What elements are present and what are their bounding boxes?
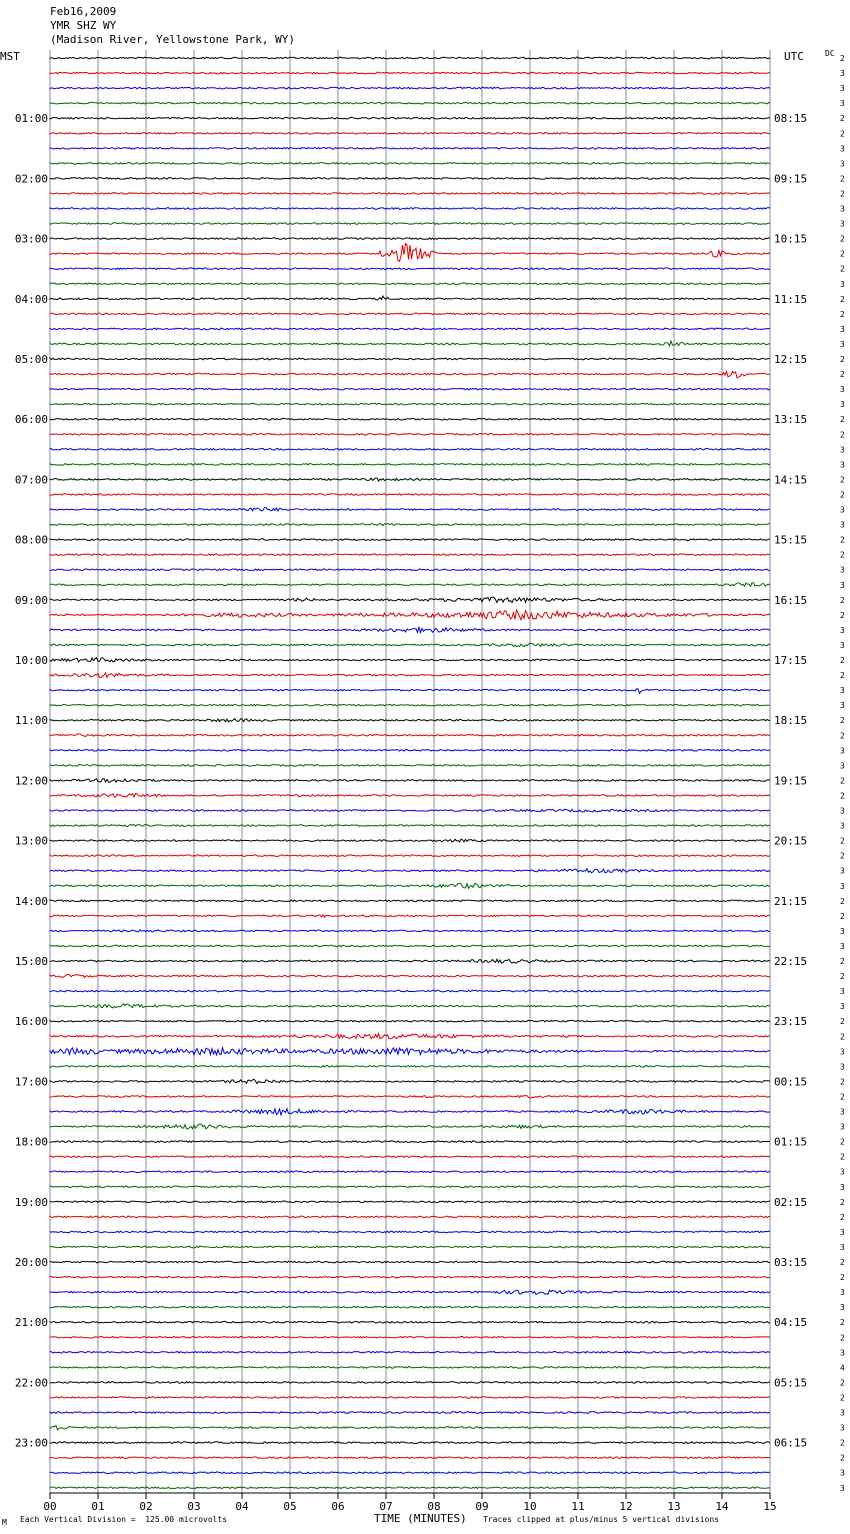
trace-row-28 — [50, 478, 770, 481]
right-hour-label: 14:15 — [774, 473, 808, 487]
trace-row-86 — [50, 1352, 770, 1354]
dc-value: 2 — [840, 911, 845, 921]
dc-value: 2 — [840, 1017, 845, 1027]
dc-value: 2 — [840, 896, 845, 906]
trace-row-46 — [50, 750, 770, 752]
dc-value: 3 — [840, 99, 845, 109]
dc-value: 2 — [840, 355, 845, 364]
dc-value: 2 — [840, 731, 845, 741]
right-hour-label: 12:15 — [774, 353, 808, 366]
trace-row-0 — [50, 57, 770, 59]
trace-row-82 — [50, 1290, 770, 1294]
left-hour-label: 09:00 — [14, 593, 48, 607]
dc-value: 2 — [840, 309, 845, 319]
dc-value: 2 — [840, 1212, 845, 1222]
dc-value: 3 — [840, 821, 845, 831]
dc-value: 3 — [840, 1002, 845, 1012]
trace-row-58 — [50, 930, 770, 932]
dc-value: 3 — [840, 1122, 845, 1132]
dc-value: 3 — [840, 1288, 845, 1298]
dc-value: 3 — [840, 881, 845, 891]
trace-row-61 — [50, 975, 770, 978]
dc-value: 2 — [840, 430, 845, 440]
right-hour-label: 06:15 — [774, 1436, 808, 1450]
left-hour-label: 10:00 — [14, 654, 48, 667]
left-hour-label: 06:00 — [14, 413, 48, 427]
dc-value: 3 — [840, 941, 845, 951]
trace-row-30 — [50, 507, 770, 511]
trace-row-14 — [50, 268, 770, 270]
dc-value: 3 — [840, 144, 845, 154]
dc-value: 3 — [840, 806, 845, 816]
trace-row-34 — [50, 569, 770, 571]
dc-value: 2 — [840, 957, 845, 966]
dc-value: 3 — [840, 445, 845, 455]
dc-value: 2 — [840, 1333, 845, 1343]
dc-value: 3 — [840, 926, 845, 936]
left-timezone-label: MST — [0, 50, 20, 63]
left-hour-label: 22:00 — [14, 1376, 48, 1390]
dc-value: 2 — [840, 1258, 845, 1267]
trace-row-85 — [50, 1337, 770, 1339]
dc-value: 2 — [840, 1318, 845, 1328]
left-hour-label: 14:00 — [14, 894, 48, 908]
trace-row-35 — [50, 583, 770, 587]
trace-row-29 — [50, 494, 770, 496]
trace-row-10 — [50, 208, 770, 210]
left-hour-label: 04:00 — [14, 292, 48, 306]
dc-value: 2 — [840, 1152, 845, 1162]
x-tick-label: 07 — [379, 1500, 393, 1513]
x-tick-label: 15 — [763, 1500, 777, 1513]
left-hour-label: 01:00 — [14, 112, 48, 126]
dc-value: 3 — [840, 1167, 845, 1177]
dc-value: 2 — [840, 776, 845, 786]
trace-row-5 — [50, 133, 770, 135]
left-hour-label: 20:00 — [14, 1256, 48, 1269]
trace-row-24 — [50, 418, 770, 420]
trace-row-51 — [50, 824, 770, 826]
trace-row-39 — [50, 643, 770, 646]
dc-value: 3 — [840, 580, 845, 590]
dc-value: 3 — [840, 1242, 845, 1252]
dc-value: 3 — [840, 761, 845, 771]
dc-value: 2 — [840, 836, 845, 846]
trace-row-7 — [50, 163, 770, 165]
trace-row-20 — [50, 358, 770, 360]
dc-value: 2 — [840, 1273, 845, 1283]
trace-row-57 — [50, 915, 770, 917]
dc-value: 2 — [840, 1197, 845, 1207]
x-tick-label: 11 — [571, 1500, 585, 1513]
trace-row-38 — [50, 627, 770, 632]
trace-row-36 — [50, 597, 770, 602]
dc-value: 3 — [840, 84, 845, 94]
dc-value: 3 — [840, 279, 845, 289]
dc-value: 2 — [840, 475, 845, 485]
trace-row-44 — [50, 719, 770, 722]
dc-value: 3 — [840, 204, 845, 214]
dc-value: 3 — [840, 565, 845, 575]
x-tick-label: 00 — [43, 1500, 57, 1513]
trace-row-37 — [50, 610, 770, 620]
trace-row-13 — [50, 244, 770, 262]
x-tick-label: 06 — [331, 1500, 345, 1513]
trace-row-3 — [50, 102, 770, 104]
dc-value: 3 — [840, 324, 845, 334]
x-tick-label: 08 — [427, 1500, 441, 1513]
trace-row-68 — [50, 1079, 770, 1083]
right-hour-label: 02:15 — [774, 1195, 808, 1209]
trace-row-74 — [50, 1171, 770, 1173]
trace-row-47 — [50, 765, 770, 767]
trace-row-26 — [50, 449, 770, 451]
left-hour-label: 13:00 — [14, 834, 48, 848]
trace-row-22 — [50, 388, 770, 390]
dc-value: 3 — [840, 701, 845, 711]
x-tick-label: 14 — [715, 1500, 729, 1513]
dc-value: 2 — [840, 114, 845, 124]
dc-value: 2 — [840, 550, 845, 560]
left-hour-label: 05:00 — [14, 353, 48, 366]
trace-row-84 — [50, 1321, 770, 1323]
dc-column-header: DC — [825, 49, 835, 58]
dc-value: 3 — [840, 1227, 845, 1237]
trace-row-75 — [50, 1186, 770, 1188]
trace-row-81 — [50, 1276, 770, 1278]
x-tick-label: 05 — [283, 1500, 297, 1513]
station-location: (Madison River, Yellowstone Park, WY) — [50, 33, 296, 46]
dc-value: 3 — [840, 1062, 845, 1072]
trace-row-41 — [50, 673, 770, 678]
x-tick-label: 12 — [619, 1500, 633, 1513]
dc-value: 2 — [840, 490, 845, 500]
trace-row-9 — [50, 193, 770, 195]
right-hour-label: 15:15 — [774, 533, 808, 547]
right-hour-label: 04:15 — [774, 1316, 808, 1330]
dc-value: 2 — [840, 1077, 845, 1087]
trace-row-65 — [50, 1034, 770, 1039]
trace-row-78 — [50, 1231, 770, 1233]
trace-row-62 — [50, 990, 770, 992]
trace-row-8 — [50, 178, 770, 180]
corner-mark: M — [2, 1518, 7, 1527]
dc-value: 3 — [840, 339, 845, 349]
dc-value: 3 — [840, 987, 845, 997]
dc-value: 2 — [840, 1137, 845, 1147]
trace-row-15 — [50, 283, 770, 285]
dc-value: 2 — [840, 174, 845, 184]
left-hour-label: 16:00 — [14, 1015, 48, 1029]
trace-row-6 — [50, 148, 770, 150]
trace-row-56 — [50, 900, 770, 902]
dc-value: 2 — [840, 671, 845, 681]
trace-row-93 — [50, 1457, 770, 1459]
dc-value: 3 — [840, 400, 845, 410]
trace-row-18 — [50, 328, 770, 330]
dc-value: 3 — [840, 385, 845, 395]
right-hour-label: 22:15 — [774, 955, 808, 968]
dc-value: 2 — [840, 535, 845, 545]
right-hour-label: 23:15 — [774, 1015, 808, 1029]
dc-value: 3 — [840, 520, 845, 530]
trace-row-64 — [50, 1020, 770, 1022]
trace-row-63 — [50, 1004, 770, 1008]
scale-note: Each Vertical Division = 125.00 microvolts — [20, 1515, 228, 1524]
left-hour-label: 17:00 — [14, 1075, 48, 1089]
dc-value: 3 — [840, 625, 845, 635]
trace-row-94 — [50, 1472, 770, 1474]
dc-value: 3 — [840, 1468, 845, 1478]
trace-row-79 — [50, 1246, 770, 1248]
trace-row-45 — [50, 734, 770, 737]
x-tick-label: 03 — [187, 1500, 201, 1513]
trace-row-4 — [50, 117, 770, 119]
dc-value: 3 — [840, 1483, 845, 1493]
trace-row-2 — [50, 87, 770, 89]
dc-value: 2 — [840, 249, 845, 259]
dc-value: 2 — [840, 189, 845, 199]
left-hour-label: 19:00 — [14, 1195, 48, 1209]
trace-row-55 — [50, 884, 770, 889]
dc-value: 2 — [840, 1393, 845, 1403]
x-axis-title: TIME (MINUTES) — [374, 1512, 467, 1525]
left-hour-label: 07:00 — [14, 473, 48, 487]
dc-value: 3 — [840, 1047, 845, 1057]
right-hour-label: 20:15 — [774, 834, 808, 848]
trace-row-73 — [50, 1156, 770, 1158]
dc-value: 3 — [840, 460, 845, 470]
dc-value: 2 — [840, 54, 845, 63]
dc-value: 3 — [840, 69, 845, 79]
dc-value: 3 — [840, 219, 845, 229]
clip-note: Traces clipped at plus/minus 5 vertical divisions — [483, 1515, 720, 1524]
x-tick-label: 04 — [235, 1500, 249, 1513]
right-hour-label: 00:15 — [774, 1075, 808, 1089]
right-hour-label: 21:15 — [774, 894, 808, 908]
dc-value: 3 — [840, 1408, 845, 1418]
plot-date: Feb16,2009 — [50, 5, 117, 18]
left-hour-label: 21:00 — [14, 1316, 48, 1330]
left-hour-label: 12:00 — [14, 774, 48, 788]
trace-row-27 — [50, 464, 770, 466]
trace-row-91 — [50, 1426, 770, 1431]
left-hour-label: 03:00 — [14, 232, 48, 246]
trace-row-53 — [50, 855, 770, 857]
trace-row-59 — [50, 945, 770, 947]
trace-row-92 — [50, 1442, 770, 1444]
dc-value: 2 — [840, 1092, 845, 1102]
dc-value: 2 — [840, 129, 845, 139]
trace-row-83 — [50, 1306, 770, 1308]
trace-row-89 — [50, 1397, 770, 1399]
trace-row-95 — [50, 1487, 770, 1489]
trace-row-42 — [50, 689, 770, 694]
dc-value: 2 — [840, 1453, 845, 1463]
dc-value: 3 — [840, 1423, 845, 1433]
left-hour-label: 11:00 — [14, 714, 48, 728]
dc-value: 3 — [840, 159, 845, 169]
x-tick-label: 10 — [523, 1500, 537, 1513]
trace-row-50 — [50, 809, 770, 812]
dc-value: 2 — [840, 716, 845, 726]
x-tick-label: 09 — [475, 1500, 489, 1513]
right-hour-label: 17:15 — [774, 654, 808, 667]
right-hour-label: 10:15 — [774, 232, 808, 246]
dc-value: 3 — [840, 686, 845, 696]
dc-value: 2 — [840, 234, 845, 244]
trace-row-49 — [50, 794, 770, 798]
trace-row-16 — [50, 296, 770, 300]
right-hour-label: 11:15 — [774, 292, 808, 306]
trace-row-71 — [50, 1124, 770, 1129]
trace-row-70 — [50, 1109, 770, 1115]
dc-value: 2 — [840, 1378, 845, 1388]
right-hour-label: 13:15 — [774, 413, 808, 427]
trace-row-48 — [50, 779, 770, 783]
dc-value: 3 — [840, 866, 845, 876]
dc-value: 2 — [840, 1032, 845, 1042]
dc-value: 2 — [840, 972, 845, 982]
trace-row-69 — [50, 1096, 770, 1098]
dc-value: 3 — [840, 505, 845, 515]
dc-value: 3 — [840, 1303, 845, 1313]
trace-row-32 — [50, 539, 770, 541]
trace-row-25 — [50, 434, 770, 436]
x-tick-label: 02 — [139, 1500, 153, 1513]
dc-value: 2 — [840, 294, 845, 304]
trace-row-88 — [50, 1382, 770, 1384]
trace-row-67 — [50, 1066, 770, 1068]
trace-row-40 — [50, 658, 770, 662]
dc-value: 2 — [840, 656, 845, 665]
dc-value: 3 — [840, 1107, 845, 1117]
station-code: YMR SHZ WY — [50, 19, 117, 32]
right-hour-label: 05:15 — [774, 1376, 808, 1390]
dc-value: 2 — [840, 1438, 845, 1448]
x-tick-label: 01 — [91, 1500, 105, 1513]
x-tick-label: 13 — [667, 1500, 681, 1513]
left-hour-label: 23:00 — [14, 1436, 48, 1450]
right-hour-label: 19:15 — [774, 774, 808, 788]
left-hour-label: 02:00 — [14, 172, 48, 186]
trace-row-77 — [50, 1216, 770, 1218]
trace-row-52 — [50, 839, 770, 842]
trace-row-19 — [50, 341, 770, 346]
dc-value: 3 — [840, 640, 845, 650]
trace-row-43 — [50, 704, 770, 706]
trace-row-90 — [50, 1412, 770, 1414]
dc-value: 2 — [840, 370, 845, 380]
trace-row-31 — [50, 523, 770, 525]
right-hour-label: 03:15 — [774, 1256, 808, 1269]
dc-value: 2 — [840, 610, 845, 620]
left-hour-label: 08:00 — [14, 533, 48, 547]
trace-row-54 — [50, 869, 770, 873]
trace-row-33 — [50, 554, 770, 556]
trace-row-23 — [50, 403, 770, 405]
right-timezone-label: UTC — [784, 50, 804, 63]
dc-value: 2 — [840, 851, 845, 861]
trace-row-76 — [50, 1201, 770, 1203]
right-hour-label: 08:15 — [774, 112, 808, 126]
trace-row-87 — [50, 1367, 770, 1369]
dc-value: 2 — [840, 595, 845, 605]
dc-value: 2 — [840, 791, 845, 801]
trace-row-66 — [50, 1048, 770, 1055]
right-hour-label: 01:15 — [774, 1135, 808, 1149]
dc-value: 3 — [840, 1348, 845, 1358]
dc-value: 2 — [840, 415, 845, 425]
trace-row-72 — [50, 1141, 770, 1143]
left-hour-label: 15:00 — [14, 955, 48, 968]
trace-row-80 — [50, 1261, 770, 1263]
trace-row-1 — [50, 72, 770, 74]
trace-row-11 — [50, 223, 770, 225]
trace-row-21 — [50, 371, 770, 377]
right-hour-label: 09:15 — [774, 172, 808, 186]
trace-row-17 — [50, 313, 770, 315]
dc-value: 3 — [840, 1182, 845, 1192]
trace-row-60 — [50, 959, 770, 963]
left-hour-label: 18:00 — [14, 1135, 48, 1149]
dc-value: 4 — [840, 1363, 845, 1373]
dc-value: 2 — [840, 264, 845, 274]
right-hour-label: 16:15 — [774, 593, 808, 607]
dc-value: 3 — [840, 746, 845, 756]
trace-row-12 — [50, 238, 770, 240]
right-hour-label: 18:15 — [774, 714, 808, 728]
